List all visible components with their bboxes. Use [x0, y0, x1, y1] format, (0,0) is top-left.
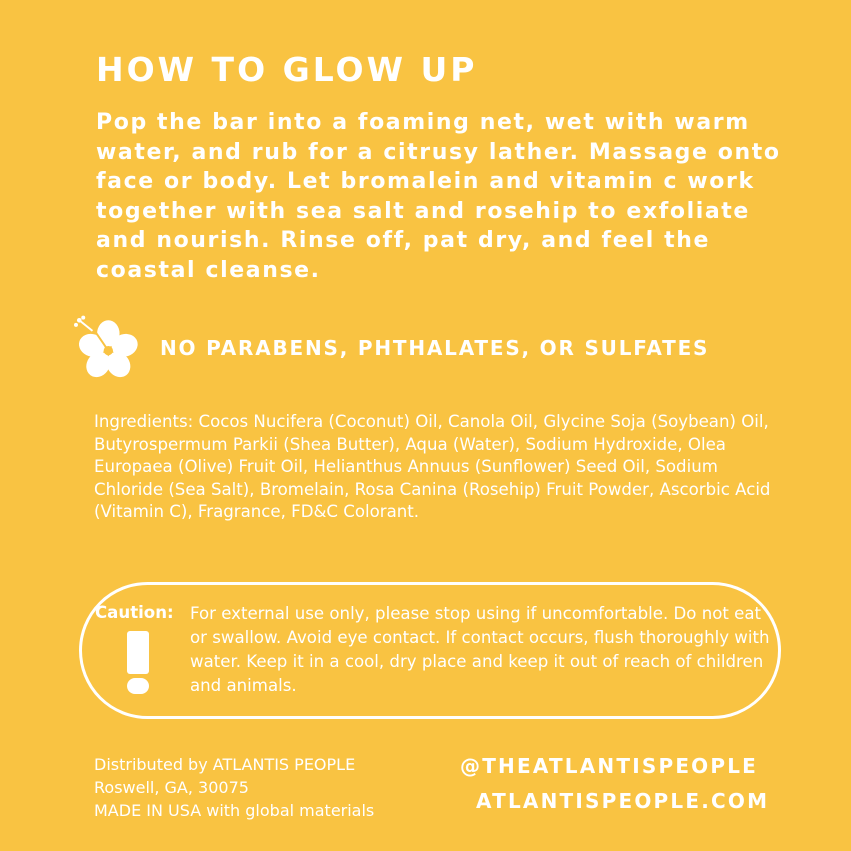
usage-instructions: Pop the bar into a foaming net, wet with warm water, and rub for a citrusy lather. Massage onto face or body. Let bromalein and vitamin c work together with sea salt and rosehip to exfoliate and nourish. Rinse off, pat dry, and feel the coastal cleanse.: [96, 110, 781, 283]
origin-statement: MADE IN USA with global materials: [94, 801, 375, 820]
claim-text: NO PARABENS, PHTHALATES, OR SULFATES: [160, 336, 710, 360]
distributor-name: Distributed by ATLANTIS PEOPLE: [94, 755, 356, 774]
page-heading: HOW TO GLOW UP: [96, 50, 478, 89]
caution-label: Caution:: [95, 603, 174, 622]
hibiscus-flower-icon: [74, 315, 140, 381]
distributor-info: [94, 753, 374, 822]
distributor-address: Roswell, GA, 30075: [94, 778, 249, 797]
free-from-claim: [74, 316, 709, 380]
ingredients-list: Ingredients: Cocos Nucifera (Coconut) Oil, Canola Oil, Glycine Soja (Soybean) Oil, Butyrospermum Parkii (Shea Butter), Aqua (Water), Sodium Hydroxide, Olea Europaea (Olive) Fruit Oil, Helianthus Annuus (Sunflower) Seed Oil, Sodium Chloride (Sea Salt), Bromelain, Rosa Canina (Rosehip) Fruit Powder, Ascorbic Acid (Vitamin C), Fragrance, FD&C Colorant.: [94, 412, 771, 522]
social-handle: @THEATLANTISPEOPLE: [460, 754, 759, 778]
caution-text: For external use only, please stop using if uncomfortable. Do not eat or swallow. Avoid eye contact. If contact occurs, flush thoroughly with water. Keep it in a cool, dry place and keep it out of reach of children and animals.: [190, 604, 770, 695]
website-url: ATLANTISPEOPLE.COM: [476, 789, 770, 813]
